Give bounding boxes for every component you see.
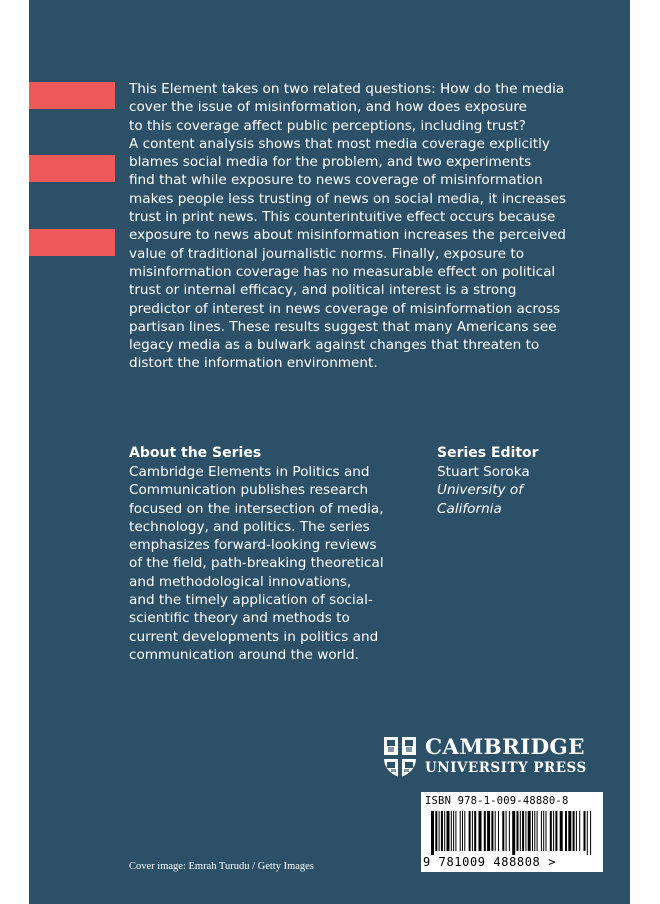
- series-editor-block: [437, 463, 617, 518]
- barcode-panel: [421, 792, 603, 872]
- abstract-text: This Element takes on two related questions: How do the media cover the issue of misinformation, and how does exposure to this coverage affect public perceptions, including trust? A content analysis shows that most media coverage explicitly blames social media for the problem, and two experiments find that while exposure to news coverage of misinformation makes people less trusting of news on social media, it increases trust in print news. This counterintuitive effect occurs because exposure to news about misinformation increases the perceived value of traditional journalistic norms. Finally, exposure to misinformation coverage has no measurable effect on political trust or internal efficacy, and political interest is a strong predictor of interest in news coverage of misinformation across partisan lines. These results suggest that many Americans see legacy media as a bulwark against changes that threaten to distort the information environment.: [129, 81, 567, 372]
- publisher-name-line1: CAMBRIDGE: [425, 735, 585, 760]
- series-editor-name: Stuart Soroka: [437, 464, 530, 480]
- accent-stripe: [29, 82, 115, 109]
- cambridge-crest-icon: [383, 736, 417, 778]
- about-series-body: Cambridge Elements in Politics and Communication publishes research focused on the intersection of media, technology, and politics. The series emphasizes forward-looking reviews of the field, path-breaking theoretical and methodological innovations, and the timely application of social- scientific theory and methods to current developments in politics and communication around the world.: [129, 464, 384, 663]
- barcode-digits: 9 781009 488808 >: [423, 855, 557, 869]
- series-editor-heading: Series Editor: [437, 445, 539, 461]
- back-cover: [29, 0, 630, 904]
- accent-stripe: [29, 229, 115, 256]
- accent-stripe: [29, 155, 115, 182]
- about-series-heading: About the Series: [129, 445, 262, 461]
- publisher-logo: [425, 736, 587, 776]
- barcode-icon: [431, 811, 595, 855]
- isbn-text: ISBN 978-1-009-48880-8: [425, 795, 569, 807]
- series-editor-affiliation: University of California: [437, 482, 523, 517]
- publisher-name-line2: UNIVERSITY PRESS: [425, 760, 587, 776]
- cover-image-credit: Cover image: Emrah Turudu / Getty Images: [129, 861, 314, 872]
